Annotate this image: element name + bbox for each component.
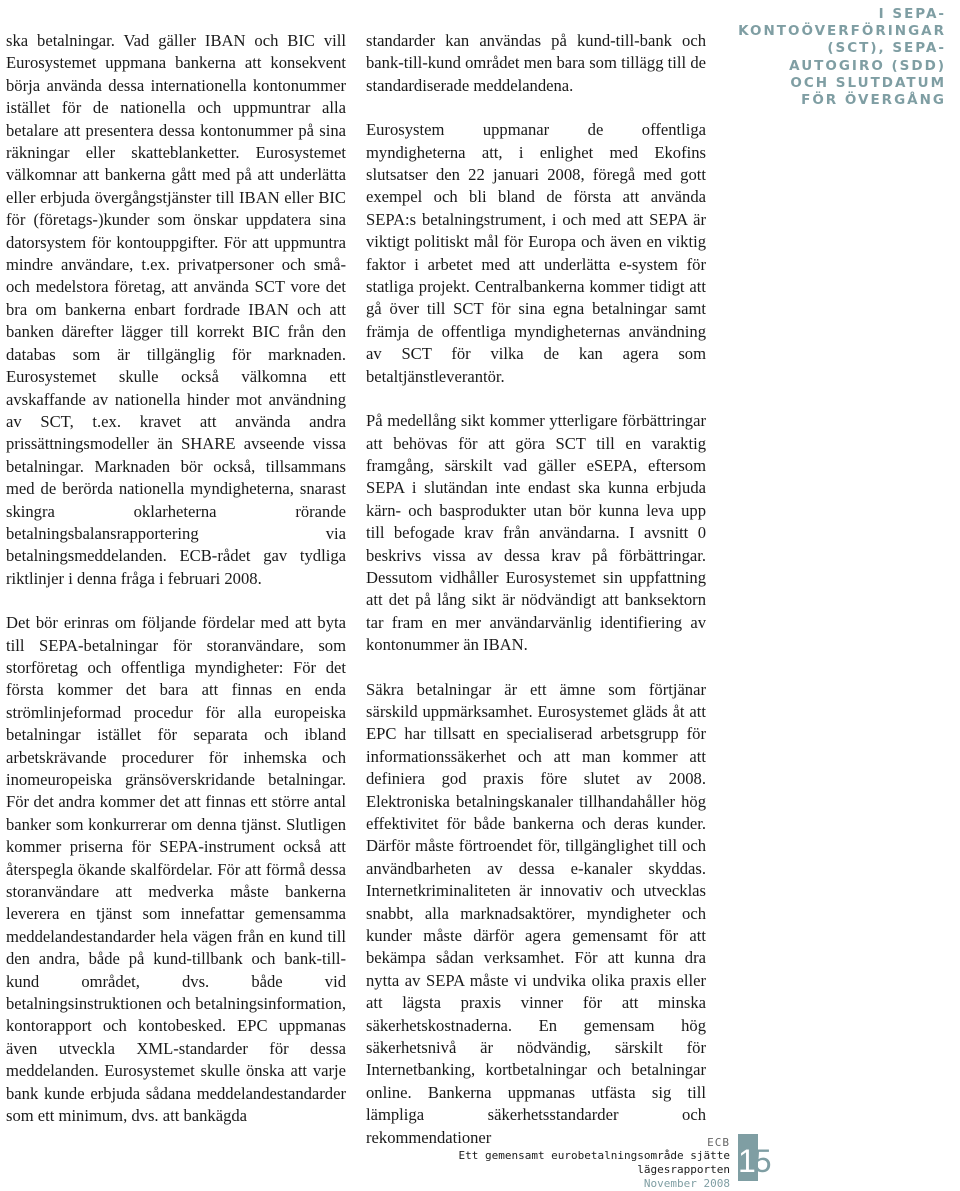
footer-date: November 2008 [643,1177,730,1190]
body-paragraph: Eurosystem uppmanar de offentliga myndigheterna att, i enlighet med Ekofins slutsatser den 22 januari 2008, föregå med gott exempel och bli bland de första att använda SEPA:s betalningstrument, i och med att SEPA är viktigt politiskt mål för Europa och även en viktig faktor i arbetet med att underlätta e-system för statliga projekt. Centralbankerna kommer tidigt att gå över till SCT för sina egna betalningar samt främja de offentliga myndigheternas användning av SCT för vilka de kan agera som betaltjänstleverantör. [366,120,706,386]
section-heading [736,6,946,109]
page-number: 15 [738,1143,770,1179]
body-paragraph: ska betalningar. Vad gäller IBAN och BIC vill Eurosystemet uppmana bankerna att konsekvent börja använda dessa internationella kontonummer istället för de nationella och uppmuntrar alla betalare att presentera dessa kontonummer på sina räkningar eller skatteblanketter. Eurosystemet välkomnar att bankerna gått med på att underlätta eller erbjuda övergångstjänster till IBAN eller BIC för (företags-)kunder som önskar uppdatera sina datorsystem för kontouppgifter. För att uppmuntra mindre användare, t.ex. privatpersoner och små- och medelstora företag, att använda SCT vore det bra om bankerna enbart fordrade IBAN och att banken därefter lägger till korrekt BIC från den databas som är tillgänglig för marknaden. Eurosystemet skulle också välkomna ett avskaffande av nationella hinder mot användning av SCT, t.ex. kravet att använda andra prissättningsmodeller än SHARE avseende vissa betalningar. Marknaden bör också, tillsammans med de berörda nationella myndigheterna, snarast skingra oklarheterna rörande betalningsbalansrapportering via betalningsmeddelanden. ECB-rådet gav tydliga riktlinjer i denna fråga i februari 2008. [6,31,346,588]
section-heading-line: (SCT), SEPA- [827,40,946,57]
section-heading-line: I SEPA- [878,6,946,22]
footer-org: ECB [707,1136,730,1149]
section-heading-line: AUTOGIRO (SDD) [789,57,946,74]
body-paragraph: Säkra betalningar är ett ämne som förtjänar särskild uppmärksamhet. Eurosystemet gläds åt att EPC har tillsatt en specialiserad arbetsgrupp för informationssäkerhet och att man kommer att definiera god praxis före slutet av 2008. Elektroniska betalningskanaler tillhandahåller hög effektivitet för både bankerna och deras kunder. Därför måste förtroendet för, tillgänglighet till och användbarheten av dessa e-kanaler skyddas. Internetkriminaliteten är innovativ och utvecklas snabbt, alla marknadsaktörer, myndigheter och kunder måste därför agera gemensamt för att bekämpa sådan verksamhet. För att kunna dra nytta av SEPA måste vi undvika olika praxis eller att lägsta praxis vinner för att minska säkerhetskostnaderna. En gemensam hög säkerhetsnivå är nödvändig, särskilt för Internetbanking, kortbetalningar och betalningar online. Bankerna uppmanas utfästa sig till lämpliga säkerhetsstandarder och rekommendationer [366,679,706,1147]
section-heading-line: FÖR ÖVERGÅNG [801,92,946,109]
section-heading-line: KONTOÖVERFÖRINGAR [738,23,946,40]
body-paragraph: standarder kan användas på kund-till-bank och bank-till-kund området men bara som tillägg till de standardiserade meddelandena. [366,31,706,95]
page-footer [440,1136,730,1191]
left-text-column [6,30,346,1150]
middle-text-column [366,30,706,1171]
section-heading-line: OCH SLUTDATUM [790,74,946,91]
footer-publication: Ett gemensamt eurobetalningsområde sjätte lägesrapporten [458,1149,730,1176]
body-paragraph: Det bör erinras om följande fördelar med att byta till SEPA-betalningar för storanvändare, som storföretag och offentliga myndigheter: För det första kommer det bara att finnas en enda strömlinjeformad procedur för alla europeiska betalningar istället för separata och ibland arbetskrävande procedurer för inhemska och inomeuropeiska gränsöverskridande betalningar. För det andra kommer det att finnas ett större antal banker som konkurrerar om denna tjänst. Slutligen kommer priserna för SEPA-instrument också att återspegla ökande skalfördelar. För att förmå dessa storanvändare att medverka måste bankerna leverera en tjänst som innefattar gemensamma meddelandestandarder hela vägen från en kund till den andra, både på kund-tillbank och bank-till-kund området, dvs. både vid betalningsinstruktionen och betalningsinformation, kontorapport och kontobesked. EPC uppmanas även utveckla XML-standarder för dessa meddelanden. Eurosystemet skulle önska att varje bank kunde erbjuda sådana meddelandestandarder som ett minimum, dvs. att bankägda [6,613,346,1126]
body-paragraph: På medellång sikt kommer ytterligare förbättringar att behövas för att göra SCT till en varaktig framgång, särskilt vad gäller eSEPA, eftersom SEPA i slutändan inte endast ska kunna erbjuda kärn- och basprodukter utan bör kunna leva upp till befogade krav från användarna. I avsnitt 0 beskrivs vissa av dessa krav på förbättringar. Dessutom vidhåller Eurosystemet sin uppfattning att det på lång sikt är nödvändigt att banksektorn tar fram en mer användarvänlig identifiering av kontonummer än IBAN. [366,411,706,655]
